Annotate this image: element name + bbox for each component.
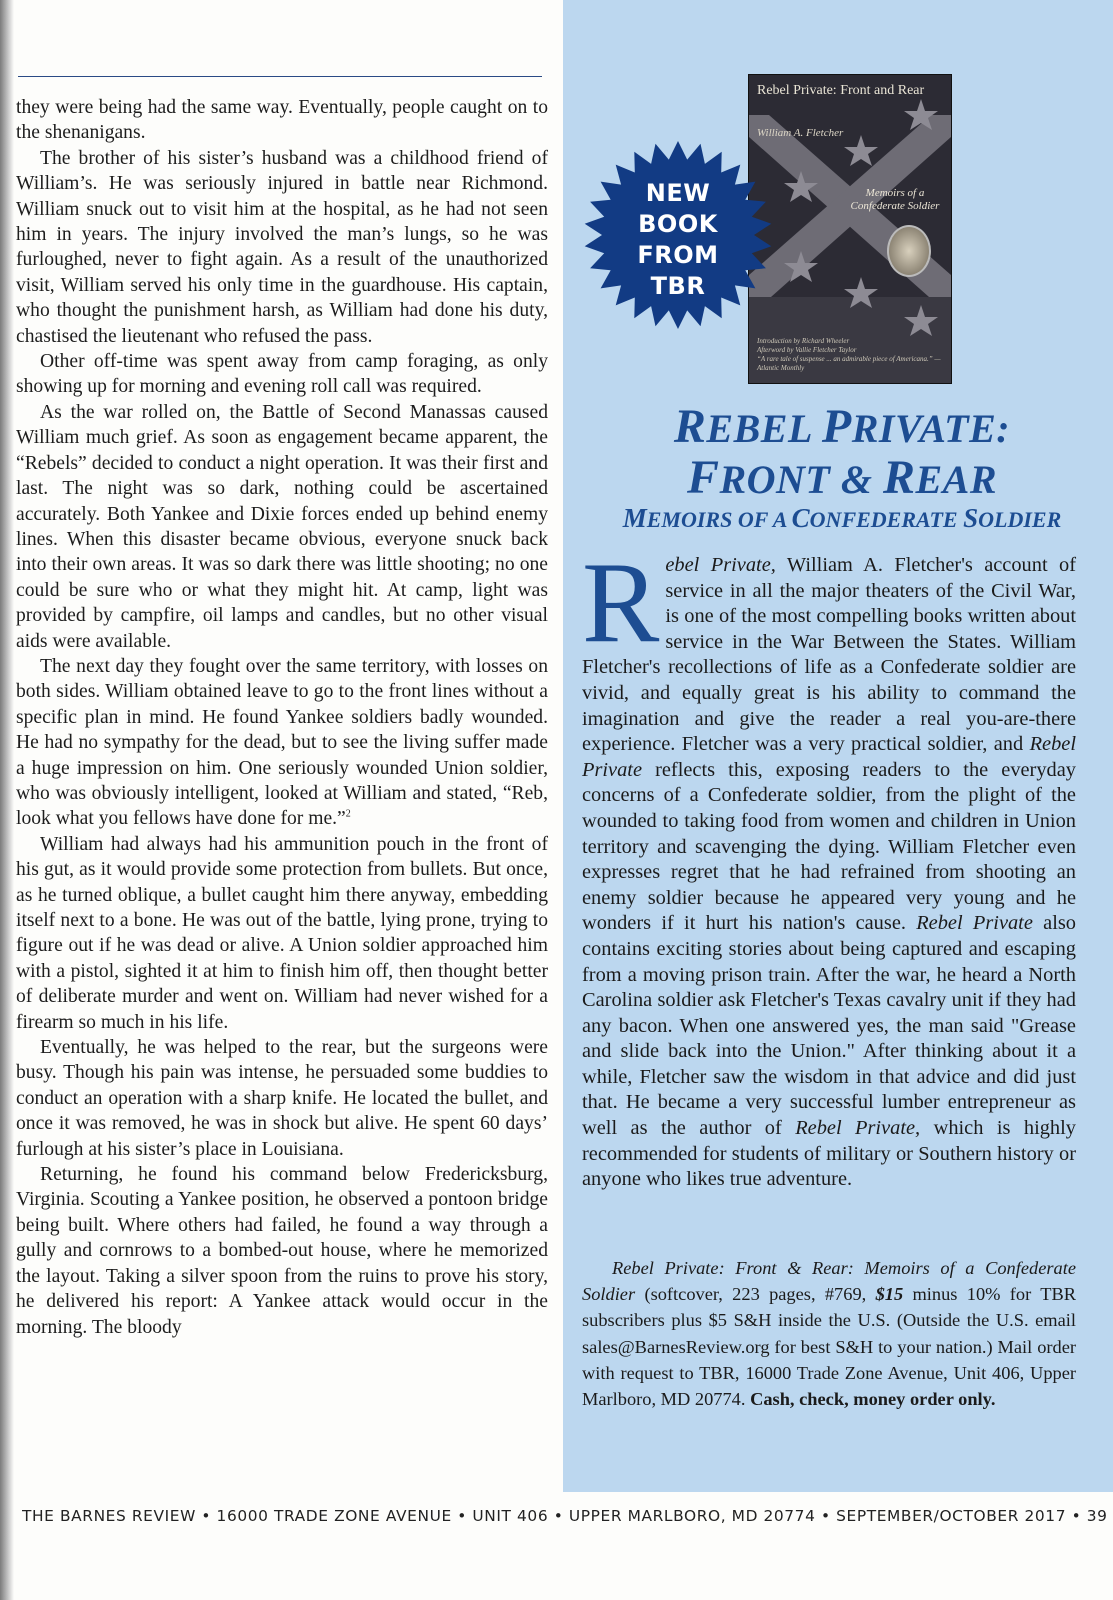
description-text: reflects this, exposing readers to the everyday concerns of a Confederate soldier, from the plight of the wounded to taking food from women and children in Union territory and scavenging the dying. William Fletcher even expresses regret that he had refrained from shooting an enemy soldier because he appeared very young and he wonders if it hurt his nation's cause. xyxy=(582,758,1076,935)
headline-cap: P xyxy=(821,400,852,453)
subhead-cap: C xyxy=(791,503,810,533)
description-text: also contains exciting stories about being captured and escaping from a moving prison train. After the war, he heard a North Carolina soldier ask Fletcher's Texas cavalry unit if they had any bacon. When one answered yes, the man said "Grease and slide back into the Union." After thinking about it a while, Fletcher saw the wisdom in that advice and did just that. He became a very successful lumber entrepreneur as well as the author of xyxy=(582,912,1077,1140)
headline-line xyxy=(572,402,1112,453)
article-paragraph: As the war rolled on, the Battle of Second Manassas caused William much grief. As soon as engagement became apparent, the “Rebels” decided to conduct a night operation. It was their first and last. The night was so dark, nothing could be ascertained accurately. Both Yankee and Dixie forces ended up behind enemy lines. When this disaster became obvious, everyone snuck back into their own areas. It was so dark there was little shooting; no one could be sure who or what they might hit. At camp, light was provided by campfire, oil lamps and candles, but no other visual aids were available. xyxy=(16,401,548,652)
article-paragraph xyxy=(16,654,548,832)
drop-cap: R xyxy=(582,539,660,667)
page-footer: THE BARNES REVIEW • 16000 TRADE ZONE AVENUE • UNIT 406 • UPPER MARLBORO, MD 20774 • SEPTEMBER/OCTOBER 2017 • 39 xyxy=(22,1507,1108,1525)
headline-line xyxy=(572,453,1112,504)
book-headline xyxy=(572,402,1112,504)
article-paragraph: they were being had the same way. Eventually, people caught on to the shenanigans. xyxy=(16,97,548,144)
order-text: minus 10% for TBR subscribers plus $5 S&H inside the U.S. (Outside the U.S. email sales@BarnesReview.org for best S&H to your nation.) Mail order with request to TBR, 16000 Trade Zone Avenue, Unit 406, Upper Marlboro, MD 20774. xyxy=(582,1284,1076,1410)
headline-smallcaps: EBEL xyxy=(706,406,822,451)
footnote-marker: 2 xyxy=(345,808,351,820)
page-gutter-shadow xyxy=(0,0,14,1600)
order-text: (softcover, 223 pages, #769, xyxy=(635,1284,876,1305)
headline-smallcaps: EAR xyxy=(915,457,998,502)
book-title-ref: Rebel Private, xyxy=(795,1117,921,1140)
article-column xyxy=(16,95,548,1340)
headline-smallcaps: RONT & xyxy=(719,457,883,502)
badge-line: FROM xyxy=(637,241,719,269)
order-info xyxy=(582,1255,1076,1412)
headline-cap: F xyxy=(686,451,720,504)
cover-title: Rebel Private: Front and Rear xyxy=(757,83,925,98)
book-title-ref: ebel Private, xyxy=(665,554,776,576)
article-paragraph: William had always had his ammunition pouch in the front of his gut, as it would provide some protection from bullets. But once, as he turned oblique, a bullet caught him there anyway, embedding itself next to a bone. He was out of the battle, lying prone, trying to figure out if he was dead or alive. A Union soldier approached him with a pistol, sighted it at him to finish him off, then thought better of deliberate murder and went on. William had never wished for a firearm so much in his life. xyxy=(16,833,548,1033)
book-title-ref: Rebel Private xyxy=(916,912,1033,935)
badge-line: TBR xyxy=(650,272,706,300)
top-rule xyxy=(18,76,542,77)
cover-author: William A. Fletcher xyxy=(757,127,844,139)
article-paragraph: Eventually, he was helped to the rear, but the surgeons were busy. Though his pain was intense, he persuaded some buddies to conduct an operation with a sharp knife. He located the bullet, and once it was removed, he was in shock but alive. He spent 60 days’ furlough at his sister’s place in Louisiana. xyxy=(16,1037,548,1160)
description-text: which is highly recommended for students of military or Southern history or anyone who likes true adventure. xyxy=(582,1117,1076,1191)
article-paragraph: Other off-time was spent away from camp foraging, as only showing up for morning and evening roll call was required. xyxy=(16,351,548,398)
badge-line: NEW xyxy=(645,179,711,207)
price: $15 xyxy=(875,1284,904,1305)
book-title-ref: Rebel Private xyxy=(582,733,1076,781)
article-paragraph: The brother of his sister’s husband was a childhood friend of William’s. He was seriously injured in battle near Richmond. William snuck out to visit him at the hospital, as he had not seen him in years. The injury involved the man’s lungs, so he was furloughed, never to fight again. As a result of the unauthorized visit, William served his only time in the guardhouse. His captain, who thought the punishment harsh, as William had done his duty, chastised the lieutenant who refused the pass. xyxy=(16,147,548,347)
article-paragraph: Returning, he found his command below Fredericksburg, Virginia. Scouting a Yankee position, he observed a pontoon bridge being built. Where others had failed, he found a way through a gully and cornrows to a bombed-out house, where he memorized the layout. Taking a silver spoon from the ruins to prove his story, he delivered his report: A Yankee attack would occur in the morning. The bloody xyxy=(16,1164,548,1338)
description-text: William A. Fletcher's account of service in all the major theaters of the Civil War, is one of the most compelling books written about service in the War Between the States. William Fletcher's recollections of life as a Confederate soldier are vivid, and equally great is his ability to command the imagination and give the reader a real you-are-there experience. Fletcher was a very practical soldier, and xyxy=(582,554,1076,756)
headline-smallcaps: RIVATE: xyxy=(851,406,1011,451)
subhead-smallcaps: EMOIRS OF A xyxy=(646,507,792,532)
headline-cap: R xyxy=(673,400,707,453)
author-portrait xyxy=(887,225,931,277)
order-book-title: Rebel Private: Front & Rear: Memoirs of a Confederate Soldier xyxy=(582,1258,1076,1305)
article-text: The next day they fought over the same territory, with losses on both sides. William obtained leave to go to the front lines without a specific plan in mind. He found Yankee soldiers badly wounded. He had no sympathy for the dead, but to see the living suffer made a huge impression on him. One seriously wounded Union soldier, who was obviously intelligent, looked at William and stated, “Reb, look what you fellows have done for me.” xyxy=(16,655,548,830)
subhead-smallcaps: OLDIER xyxy=(978,507,1062,532)
subhead-cap: M xyxy=(622,503,647,533)
cover-blurb: “A rare tale of suspense ... an admirable piece of Americana.” —Atlantic Monthly xyxy=(757,355,941,372)
description-paragraph xyxy=(582,539,1077,1193)
book-subheadline xyxy=(572,503,1112,534)
cover-credits xyxy=(757,337,947,373)
book-description xyxy=(582,539,1077,1193)
cover-afterword-credit: Afterword by Vallie Fletcher Taylor xyxy=(757,346,857,354)
badge-line: BOOK xyxy=(638,210,718,238)
headline-cap: R xyxy=(882,451,916,504)
cover-subtitle: Memoirs of a Confederate Soldier xyxy=(850,187,940,212)
cover-intro-credit: Introduction by Richard Wheeler xyxy=(757,337,850,345)
subhead-cap: S xyxy=(963,503,979,533)
subhead-smallcaps: ONFEDERATE xyxy=(809,507,964,532)
book-cover-image xyxy=(748,74,952,384)
new-book-badge-text xyxy=(603,178,753,302)
payment-terms: Cash, check, money order only. xyxy=(750,1389,996,1410)
